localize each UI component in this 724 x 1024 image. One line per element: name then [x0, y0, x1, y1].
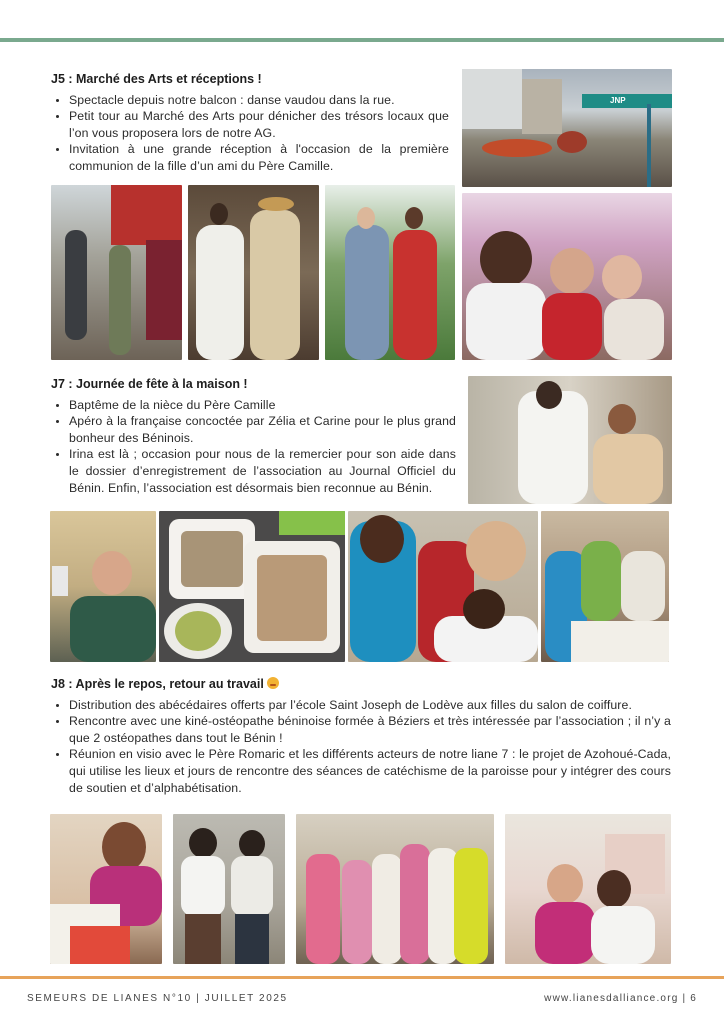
section-j7 — [51, 376, 456, 496]
photo-aperitif-platters — [159, 511, 345, 662]
photo-reception-selfie — [462, 193, 672, 360]
list-item: • Petit tour au Marché des Arts pour dénicher des trésors locaux que l’on vous proposera lors de notre AG. — [69, 108, 449, 141]
list-item: • Irina est là ; occasion pour nous de la remercier pour son aide dans le dossier d’enregistrement de l’association au Journal Officiel du Bénin. Enfin, l’association est désormais bien reconnue au Bénin. — [69, 446, 456, 496]
list-item: • Rencontre avec une kiné-ostéopathe béninoise formée à Béziers et très intéressée par l’association ; il n’y a que 2 ostéopathes dans tout le Bénin ! — [69, 713, 671, 746]
photo-group-books — [296, 814, 494, 964]
list-item: • Distribution des abécédaires offerts par l’école Saint Joseph de Lodève aux filles du salon de coiffure. — [69, 697, 671, 714]
photo-market-street — [51, 185, 182, 360]
photo-osteopath — [505, 814, 671, 964]
list-item: • Réunion en visio avec le Père Romaric et les différents acteurs de notre liane 7 : le projet de Azohoué-Cada, qui utilise les lieux et jours de rencontre des séances de catéchisme de la paroisse pour y intégrer des cours de soutien et d’alphabétisation. — [69, 746, 671, 796]
photo-market-group — [188, 185, 319, 360]
bullet-list-j8 — [51, 697, 671, 797]
section-title-j8-text: J8 : Après le repos, retour au travail — [51, 677, 264, 691]
top-rule — [0, 38, 724, 42]
photo-garden-friends — [325, 185, 455, 360]
photo-street-view — [462, 69, 672, 187]
photo-selfie-irina — [348, 511, 538, 662]
photo-back-view — [173, 814, 285, 964]
bullet-list-j7 — [51, 397, 456, 497]
bullet-list-j5 — [51, 92, 449, 175]
section-j5 — [51, 71, 449, 175]
bottom-rule — [0, 976, 724, 979]
street-sign: JNP — [610, 96, 626, 105]
smiling-emoji-icon — [267, 677, 279, 689]
photo-dinner-table — [541, 511, 669, 662]
photo-smiling-guest — [50, 511, 156, 662]
section-title-j7: J7 : Journée de fête à la maison ! — [51, 377, 248, 391]
list-item: • Baptême de la nièce du Père Camille — [69, 397, 456, 414]
footer-right: www.lianesdalliance.org | 6 — [544, 993, 697, 1004]
footer-left: SEMEURS DE LIANES N°10 | JUILLET 2025 — [27, 993, 288, 1004]
section-j8 — [51, 676, 671, 796]
list-item: • Invitation à une grande réception à l'occasion de la première communion de la fille d’un ami du Père Camille. — [69, 141, 449, 174]
section-title-j8 — [51, 676, 671, 693]
photo-signing-book — [50, 814, 162, 964]
photo-baptism — [468, 376, 672, 504]
list-item: • Spectacle depuis notre balcon : danse vaudou dans la rue. — [69, 92, 449, 109]
section-title-j5: J5 : Marché des Arts et réceptions ! — [51, 72, 262, 86]
list-item: • Apéro à la française concoctée par Zélia et Carine pour le plus grand bonheur des Béninois. — [69, 413, 456, 446]
